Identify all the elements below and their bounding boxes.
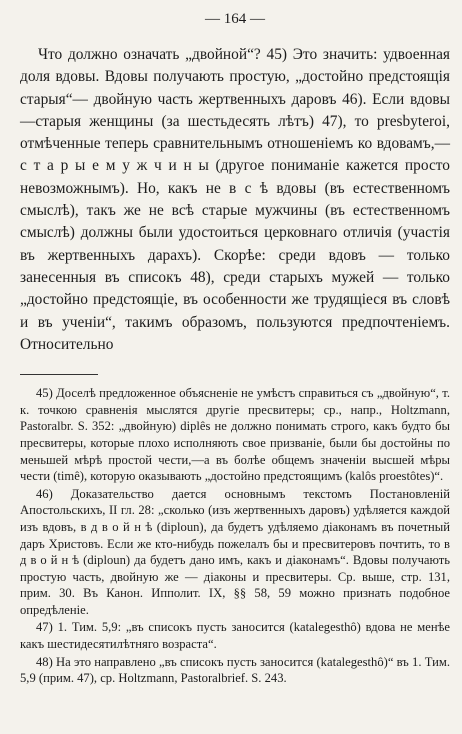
body-text [20, 44, 450, 356]
footnotes [20, 385, 450, 687]
footnote-45: 45) Доселѣ предложенное объясненіе не умѣстъ справиться съ „двойную“, т. к. точкою сравненія мыслятся другіе пресвитеры; ср., напр., Holtzmann, Pastoralbr. S. 352: „двойную) diplês не должно понимать строго, какъ будто бы пресвитеры, которые плохо исполняють свое призваніе, были бы достойны по меньшей мѣрѣ простой чести,—а въ болѣе общемъ значеніи высшей мѣры чести (timê), которую оказывають „достойно предстоящимъ (kalôs proestôtes)“. [20, 386, 450, 484]
page-number: — 164 — [205, 11, 265, 27]
footnote-48: 48) На это направлено „въ списокъ пусть заносится (katalegesthô)“ въ 1. Тим. 5,9 (прим. 47), ср. Holtzmann, Pastoralbrief. S. 243. [20, 654, 450, 686]
footnote-47: 47) 1. Тим. 5,9: „въ списокъ пусть заносится (katalegesthô) вдова не менѣе какъ шестидесятилѣтняго возраста“. [20, 620, 450, 652]
footnote-divider [20, 374, 98, 375]
footnote-46: 46) Доказательство дается основнымъ текстомъ Постановленій Апостольскихъ, II гл. 28: „сколько (изъ жертвенныхъ даровъ) удѣляется каждой изъ вдовъ, в д в о й н ѣ (diploun), да будетъ удѣляемо діаконамъ въ почетный даръ Христовъ. Если же кто-нибудь пожелалъ бы и пресвитеровъ почтить, то в д в о й н ѣ (diploun) да будетъ дано имъ, какъ и діаконамъ“. Вдовы получають простую часть, двойную же — діаконы и пресвитеры. Ср. выше, стр. 131, прим. 30. Въ Канон. Ипполит. IX, §§ 58, 59 можно признать подобное опредѣленіе. [20, 486, 450, 617]
body-paragraph: Что должно означать „двойной“? 45) Это значить: удвоенная доля вдовы. Вдовы получають простую, „достойно предстоящія старыя“— двойную часть жертвенныхъ даровъ 46). Если вдовы—старыя женщины (за шестьдесять лѣтъ) 47), то presbyteroi, отмѣченные теперь сравнительнымъ отношеніемъ ко вдовамъ,—с т а р ы е м у ж ч и н ы (другое пониманіе кажется просто невозможнымъ). Но, какъ не в с ѣ вдовы (въ естественномъ смыслѣ), такъ же не всѣ старые мужчины (въ естественномъ смыслѣ) должны были удостоиться церковнаго отличія (участія въ жертвенныхъ дарахъ). Скорѣе: среди вдовъ — только занесенныя въ списокъ 48), среди старыхъ мужей — только „достойно предстоящіе, въ особенности же трудящіеся въ словѣ и въ ученіи“, такимъ образомъ, пользуются предпочтеніемъ. Относительно [20, 46, 450, 353]
